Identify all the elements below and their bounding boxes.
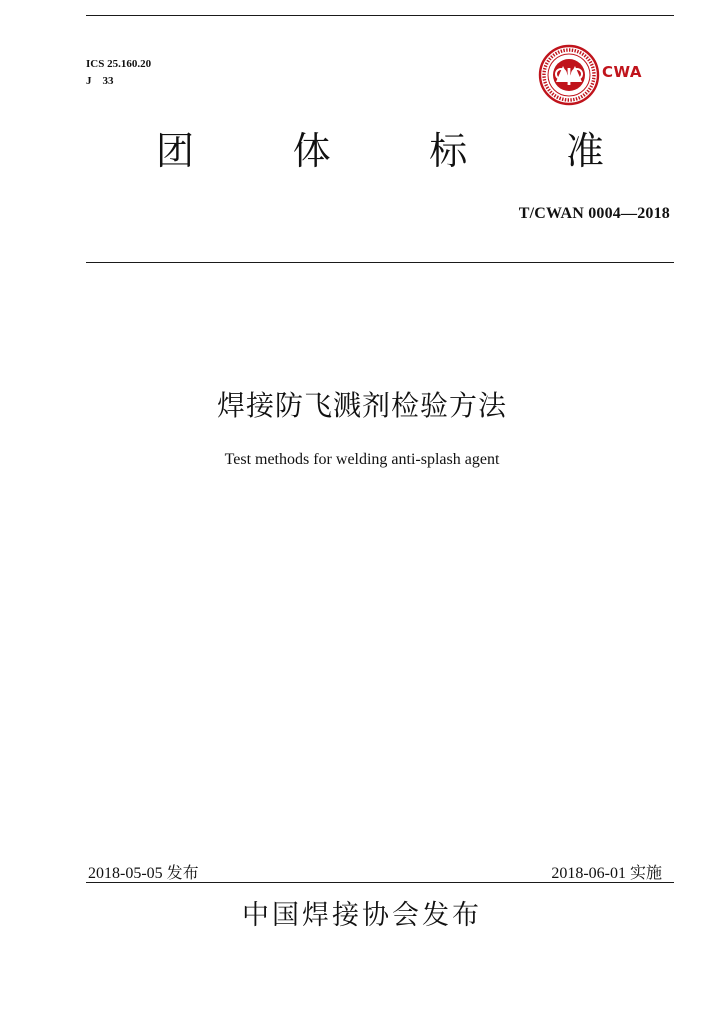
ics-code: ICS 25.160.20 — [86, 58, 152, 70]
bottom-rule — [86, 882, 674, 883]
document-title-en: Test methods for welding anti-splash agent — [224, 451, 500, 468]
publisher: 中国焊接协会发布 — [242, 900, 482, 931]
standard-type-char: 团 — [155, 129, 194, 173]
standard-type-char: 体 — [292, 129, 331, 173]
standard-number: T/CWAN 0004—2018 — [518, 205, 670, 222]
issue-date: 2018-05-05 发布 — [88, 865, 199, 882]
implementation-date: 2018-06-01 实施 — [551, 865, 662, 882]
document-title-zh: 焊接防飞溅剂检验方法 — [216, 389, 507, 422]
standard-type-char: 标 — [429, 129, 468, 173]
middle-rule — [86, 262, 674, 263]
top-rule — [86, 15, 674, 16]
classification-codes — [86, 56, 151, 90]
cwa-brand-text: CWA — [602, 63, 642, 81]
standard-type-heading — [130, 120, 630, 175]
ccs-code: J 33 — [86, 75, 114, 87]
cwa-logo-icon — [538, 44, 600, 106]
standard-type-char: 准 — [565, 129, 604, 173]
